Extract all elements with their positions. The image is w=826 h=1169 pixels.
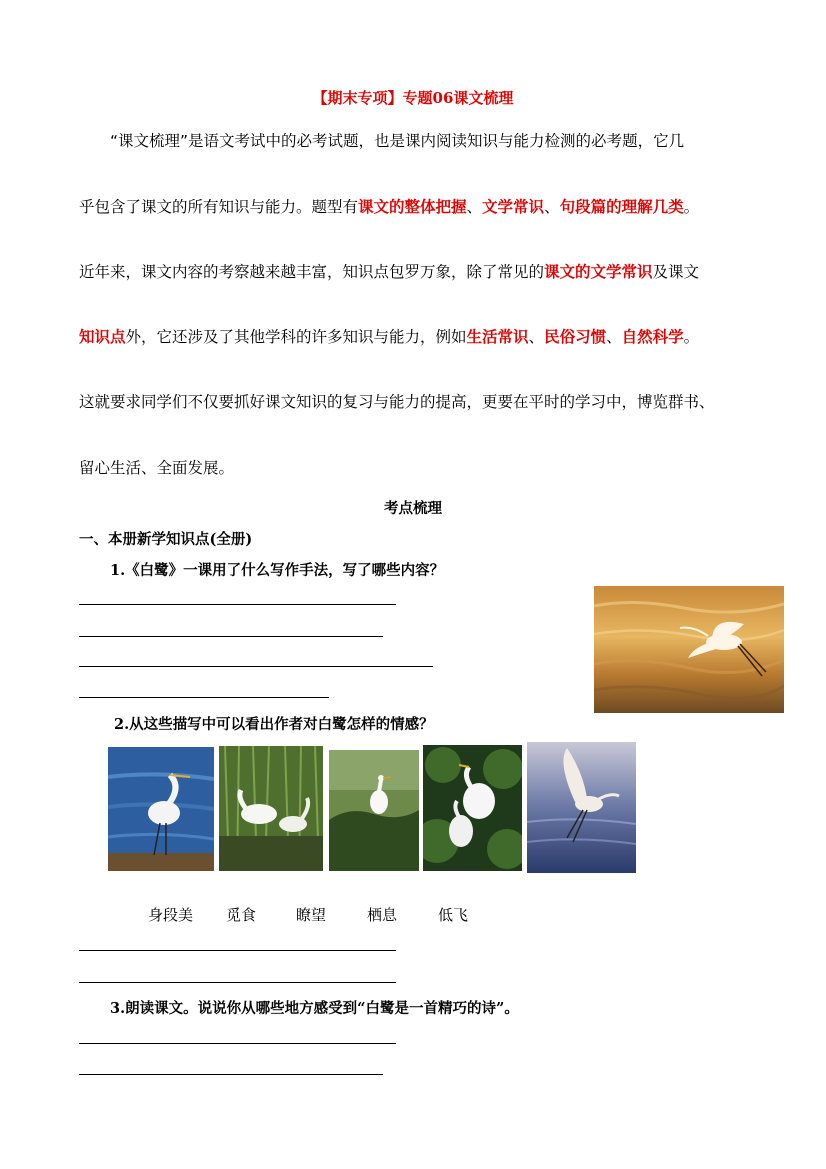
intro-text: 乎包含了课文的所有知识与能力。题型有 xyxy=(79,198,359,216)
intro-line-3 xyxy=(79,260,699,282)
egret-watching-photo xyxy=(329,750,419,871)
intro-text: 、 xyxy=(544,198,560,216)
highlight-text: 生活常识 xyxy=(466,328,529,346)
egret-foraging-photo xyxy=(219,746,323,871)
question-3: 3.朗读课文。说说你从哪些地方感受到“白鹭是一首精巧的诗”。 xyxy=(110,1000,519,1017)
intro-text: 、 xyxy=(466,198,483,216)
section-title: 考点梳理 xyxy=(384,500,442,517)
highlight-text: 文学常识 xyxy=(482,198,545,216)
caption-foraging: 觅食 xyxy=(226,906,257,924)
answer-line[interactable] xyxy=(79,950,396,951)
intro-line-4 xyxy=(79,325,699,347)
question-2: 2.从这些描写中可以看出作者对白鹭怎样的情感？ xyxy=(114,716,434,733)
egret-resting-photo xyxy=(423,745,522,871)
highlight-text: 知识点 xyxy=(79,328,126,346)
egret-flying-photo xyxy=(594,586,784,713)
intro-line-6: 留心生活、全面发展。 xyxy=(79,459,235,477)
answer-line[interactable] xyxy=(79,636,383,637)
caption-resting: 栖息 xyxy=(367,906,398,924)
answer-line[interactable] xyxy=(79,982,396,983)
answer-line[interactable] xyxy=(79,604,396,605)
intro-text: 。 xyxy=(683,198,700,216)
answer-line[interactable] xyxy=(79,666,433,667)
intro-text: 。 xyxy=(683,328,700,346)
egret-standing-photo xyxy=(108,747,214,871)
intro-text: 外，它还涉及了其他学科的许多知识与能力，例如 xyxy=(125,328,467,346)
part-heading: 一、本册新学知识点(全册) xyxy=(79,531,253,548)
highlight-text: 课文的整体把握 xyxy=(358,198,467,216)
egret-low-flying-photo xyxy=(527,742,636,873)
intro-text: 近年来，课文内容的考察越来越丰富，知识点包罗万象，除了常见的 xyxy=(79,263,545,281)
highlight-text: 课文的文学常识 xyxy=(544,263,653,281)
answer-line[interactable] xyxy=(79,697,329,698)
intro-line-5: 这就要求同学们不仅要抓好课文知识的复习与能力的提高，更要在平时的学习中，博览群书、 xyxy=(79,393,715,411)
caption-body: 身段美 xyxy=(148,906,194,924)
highlight-text: 句段篇的理解几类 xyxy=(559,198,684,216)
intro-text: 及课文 xyxy=(652,263,700,281)
document-title: 【期末专项】专题06课文梳理 xyxy=(312,89,514,107)
highlight-text: 自然科学 xyxy=(621,328,684,346)
caption-flying: 低飞 xyxy=(438,906,469,924)
question-1: 1.《白鹭》一课用了什么写作手法，写了哪些内容？ xyxy=(110,562,445,579)
highlight-text: 民俗习惯 xyxy=(544,328,607,346)
intro-text: 、 xyxy=(528,328,545,346)
caption-watching: 瞭望 xyxy=(296,906,327,924)
intro-line-2 xyxy=(79,195,699,217)
intro-text: 、 xyxy=(606,328,622,346)
answer-line[interactable] xyxy=(79,1074,383,1075)
intro-line-1: “课文梳理”是语文考试中的必考试题，也是课内阅读知识与能力检测的必考题，它几 xyxy=(110,132,685,150)
answer-line[interactable] xyxy=(79,1043,396,1044)
